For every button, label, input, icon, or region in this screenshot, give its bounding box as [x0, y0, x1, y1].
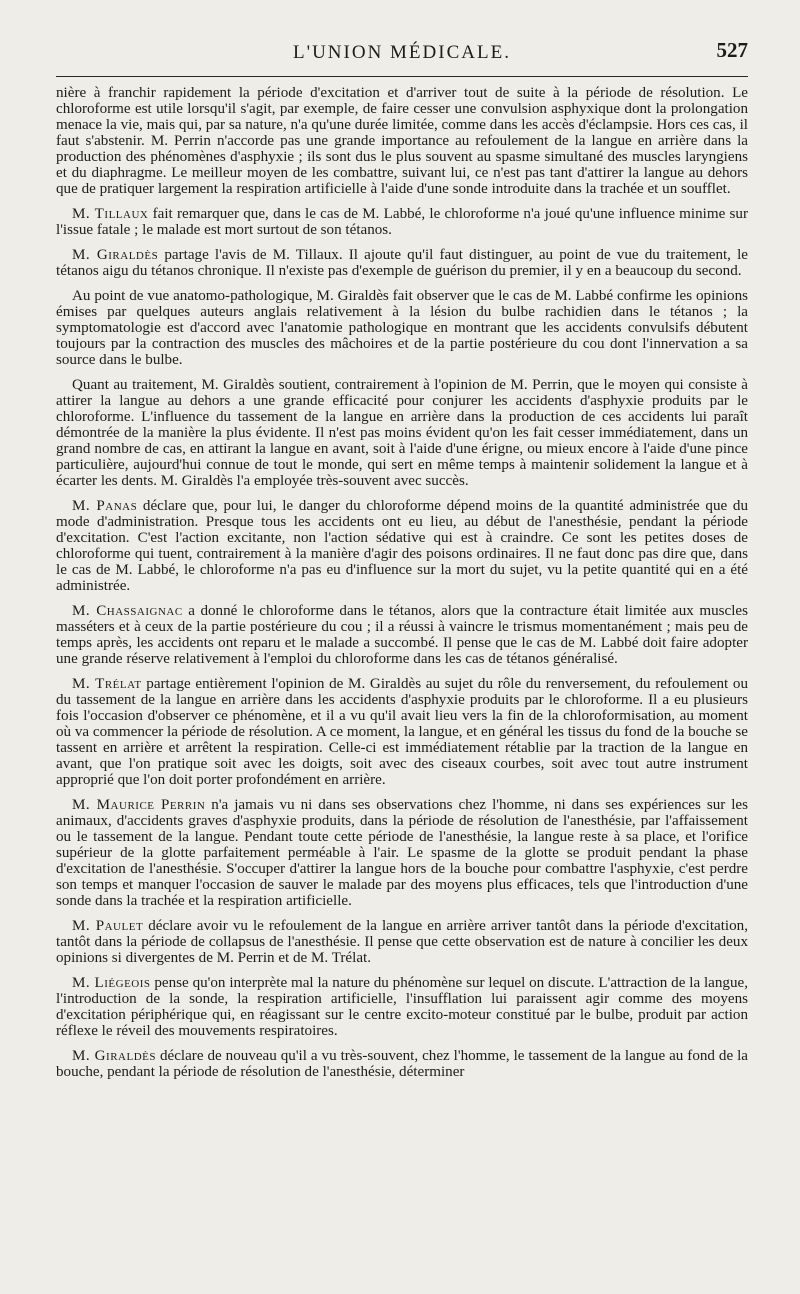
header-rule	[56, 76, 748, 77]
paragraph-text: Au point de vue anatomo-pathologique, M. Giraldès fait observer que le cas de M. Labbé confirme les opinions émises par quelques auteurs anglais relativement à la lésion du bulbe rachidien dans le tétanos ; la symptomatologie est d'accord avec l'anatomie pathologique en montrant que les accidents convulsifs débutent toujours par la contraction des muscles des mâchoires et de la partie postérieure du cou dont l'innervation a sa source dans le bulbe.	[56, 288, 748, 368]
speaker-name: M. Giraldès	[72, 247, 159, 263]
paragraph-anatomo-pathology	[56, 288, 748, 368]
paragraph-liegeois	[56, 975, 748, 1039]
speaker-name: M. Maurice Perrin	[72, 797, 206, 813]
paragraph-text: Quant au traitement, M. Giraldès soutient, contrairement à l'opinion de M. Perrin, que le moyen qui consiste à attirer la langue au dehors a une grande efficacité pour conjurer les accidents d'asphyxie produits par le chloroforme. L'influence du tassement de la langue en arrière dans la production de ces accidents lui paraît démontrée de la manière la plus évidente. Il n'est pas moins évident qu'on les fait cesser immédiatement, dans un grand nombre de cas, en attirant la langue en avant, soit à l'aide d'une érigne, ou mieux encore à l'aide d'une pince particulière, aujourd'hui connue de tout le monde, qui sert en même temps à maintenir solidement la langue et à écarter les dents. M. Giraldès l'a employée très-souvent avec succès.	[56, 377, 748, 489]
paragraph-giraldes-2	[56, 1048, 748, 1080]
speaker-name: M. Trélat	[72, 676, 142, 692]
article-body	[56, 85, 748, 1080]
speaker-name: M. Giraldès	[72, 1048, 156, 1064]
speaker-name: M. Chassaignac	[72, 603, 183, 619]
speaker-name: M. Tillaux	[72, 206, 149, 222]
paragraph-text: déclare de nouveau qu'il a vu très-souvent, chez l'homme, le tassement de la langue au fond de la bouche, pendant la période de résolution de l'anesthésie, déterminer	[56, 1048, 749, 1080]
paragraph-tillaux	[56, 206, 748, 238]
paragraph-text: fait remarquer que, dans le cas de M. Labbé, le chloroforme n'a joué qu'une influence minime sur l'issue fatale ; le malade est mort surtout de son tétanos.	[56, 206, 748, 238]
paragraph-text: déclare avoir vu le refoulement de la langue en arrière arriver tantôt dans la période d'excitation, tantôt dans la période de collapsus de l'anesthésie. Il pense que cette observation est de nature à concilier les deux opinions si divergentes de M. Perrin et de M. Trélat.	[56, 918, 748, 966]
paragraph-chassaignac	[56, 603, 748, 667]
paragraph-text: a donné le chloroforme dans le tétanos, alors que la contracture était limitée aux muscles masséters et à ceux de la partie postérieure du cou ; il a réussi à vaincre le trismus momentanément ; mais peu de temps après, les accidents ont reparu et le malade a succombé. Il pense que le cas de M. Labbé doit faire adopter une grande réserve relativement à l'emploi du chloroforme dans les cas de tétanos généralisé.	[56, 603, 749, 667]
paragraph-giraldes	[56, 247, 748, 279]
paragraph-treatment	[56, 377, 748, 489]
running-head	[56, 28, 748, 68]
paragraph-continuation	[56, 85, 748, 197]
speaker-name: M. Panas	[72, 498, 138, 514]
speaker-name: M. Liégeois	[72, 975, 151, 991]
paragraph-maurice-perrin	[56, 797, 748, 909]
paragraph-trelat	[56, 676, 748, 788]
paragraph-text: pense qu'on interprète mal la nature du phénomène sur lequel on discute. L'attraction de la langue, l'introduction de la sonde, la respiration artificielle, l'insufflation lui paraissent agir comme des moyens d'excitation périphérique qui, en réagissant sur le centre excito-moteur constitué par le bulbe, produit par action réflexe le réveil des mouvements respiratoires.	[56, 975, 748, 1039]
paragraph-text: partage entièrement l'opinion de M. Giraldès au sujet du rôle du renversement, du refoulement ou du tassement de la langue en arrière dans les accidents d'asphyxie produits par le chloroforme. Il a eu plusieurs fois l'occasion d'observer ce phénomène, et il a vu qu'il avait lieu vers la fin de la chloroformisation, au moment où va commencer la période de résolution. A ce moment, la langue, et en général les tissus du fond de la bouche se tassent en arrière et arrêtent la respiration. Celle-ci est immédiatement rétablie par la traction de la langue en avant, que l'on pratique soit avec les doigts, soit avec des ciseaux courbes, soit avec tout autre instrument approprié que l'on doit porter profondément en arrière.	[56, 676, 748, 788]
paragraph-text: nière à franchir rapidement la période d'excitation et d'arriver tout de suite à la période de résolution. Le chloroforme est utile lorsqu'il s'agit, par exemple, de faire cesser une convulsion asphyxique dont la prolongation menace la vie, mais qui, par sa nature, n'a qu'une durée limitée, comme dans les accès d'éclampsie. Hors ces cas, il faut s'abstenir. M. Perrin n'accorde pas une grande importance au refoulement de la langue en arrière dans la production des phénomènes d'asphyxie ; ils sont dus le plus souvent au spasme simultané des muscles laryngiens et du diaphragme. Le meilleur moyen de les combattre, suivant lui, ce n'est pas tant d'attirer la langue au dehors que de pratiquer largement la respiration artificielle à l'aide d'une sonde introduite dans la trachée et un soufflet.	[56, 85, 748, 197]
paragraph-text: partage l'avis de M. Tillaux. Il ajoute qu'il faut distinguer, au point de vue du traitement, le tétanos aigu du tétanos chronique. Il n'existe pas d'exemple de guérison du premier, il y en a beaucoup du second.	[56, 247, 749, 279]
journal-title: L'UNION MÉDICALE.	[293, 42, 511, 63]
paragraph-text: n'a jamais vu ni dans ses observations chez l'homme, ni dans ses expériences sur les animaux, d'accidents graves d'asphyxie produits, dans la période de résolution de l'anesthésie, par l'affaissement ou le tassement de la langue. Pendant toute cette période de l'anesthésie, la langue reste à sa place, et l'orifice supérieur de la glotte parfaitement perméable à l'air. Le spasme de la glotte se produit pendant la phase d'excitation de l'anesthésie. S'occuper d'attirer la langue hors de la bouche pour combattre l'asphyxie, c'est perdre son temps et manquer l'occasion de sauver le malade par des moyens plus efficaces, tels que l'introduction d'une sonde dans la trachée et la respiration artificielle.	[56, 797, 748, 909]
paragraph-text: déclare que, pour lui, le danger du chloroforme dépend moins de la quantité administrée que du mode d'administration. Presque tous les accidents ont eu lieu, au début de l'anesthésie, pendant la période d'excitation. C'est l'action excitante, non l'action sédative qui est à craindre. Ce sont les petites doses de chloroforme qui tuent, contrairement à la manière d'agir des poisons ordinaires. Il ne faut donc pas dire que, dans le cas de M. Labbé, le chloroforme n'a pas eu d'influence sur la mort du sujet, vu la petite quantité qui en a été administrée.	[56, 498, 749, 594]
speaker-name: M. Paulet	[72, 918, 144, 934]
paragraph-paulet	[56, 918, 748, 966]
paragraph-panas	[56, 498, 748, 594]
page-number: 527	[716, 38, 748, 62]
